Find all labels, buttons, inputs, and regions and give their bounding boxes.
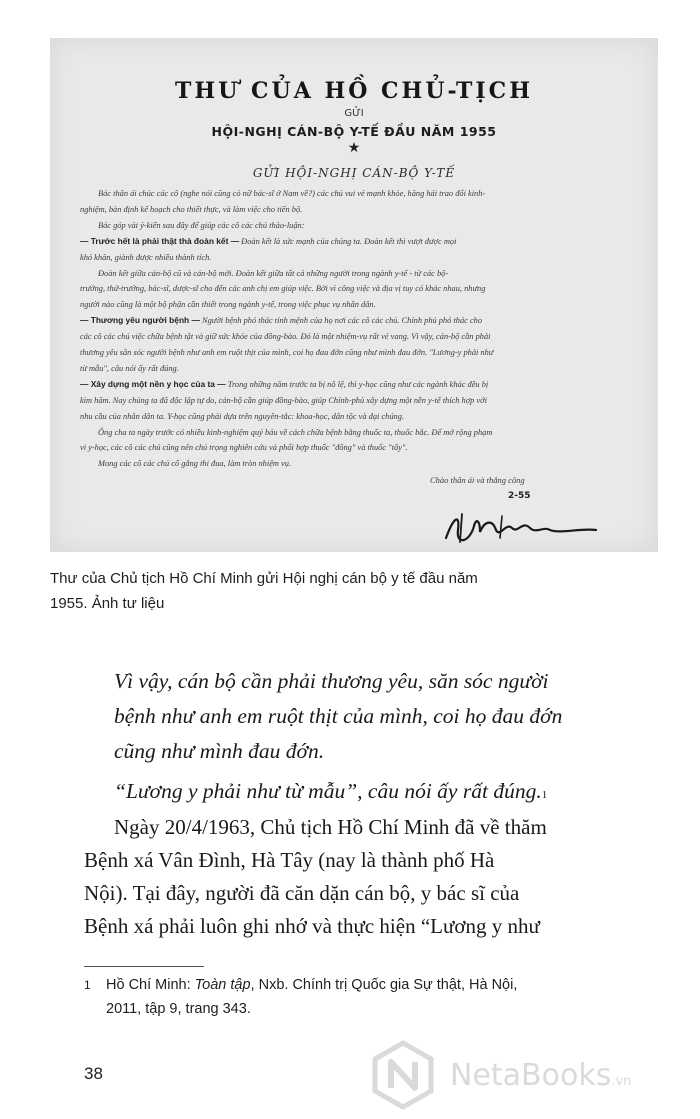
paragraph-line: Bệnh xá Vân Đình, Hà Tây (nay là thành phố Hà: [84, 848, 495, 872]
letter-line-heading: — Trước hết là phải thật thà đoàn kết —: [80, 235, 240, 246]
paragraph-line: Bệnh xá phải luôn ghi nhớ và thực hiện “Lương y như: [84, 914, 540, 938]
letter-line-heading: — Thương yêu người bệnh —: [80, 315, 200, 326]
watermark-text: [450, 1058, 631, 1093]
letter-subtitle: HỘI-NGHỊ CÁN-BỘ Y-TẾ ĐẦU NĂM 1955: [211, 124, 497, 139]
letter-body: [50, 38, 658, 552]
netabooks-watermark: [368, 1040, 688, 1110]
paragraph-line: Nội). Tại đây, người đã căn dặn cán bộ, y bác sĩ của: [84, 881, 520, 905]
letter-line-text: trưởng, thứ-trưởng, bác-sĩ, dược-sĩ cho đến các anh chị em giúp việc. Bởi vì công việc và địa vị tuy có khác nhau, nhưng: [80, 284, 486, 294]
letter-line-text: Ông cha ta ngày trước có nhiều kinh-nghiệm quý báu về cách chữa bệnh bằng thuốc ta, thuốc bắc. Để mở rộng phạm: [98, 427, 493, 437]
letter-line-text: Bác thân ái chúc các cô (nghe nói cũng có nữ bác-sĩ ở Nam về?) các chú vui vẻ mạnh khỏe, hăng hái trao đổi kinh-: [98, 189, 486, 198]
footnote-divider: [84, 966, 204, 967]
letter-line: [98, 220, 636, 231]
letter-line: [80, 299, 636, 310]
photo-caption: [50, 566, 670, 616]
paragraph-line: Ngày 20/4/1963, Chủ tịch Hồ Chí Minh đã về thăm: [114, 815, 547, 839]
italic-line: Vì vậy, cán bộ cần phải thương yêu, săn sóc người: [114, 669, 549, 693]
star-icon: ★: [347, 141, 361, 156]
footnote-work-title: Toàn tập: [194, 977, 251, 993]
letter-line-text: Người bệnh phó thác tính mệnh của họ nơi các cô các chú. Chính phủ phó thác cho: [199, 316, 483, 326]
netabooks-logo-icon: [368, 1040, 438, 1110]
letter-line-heading: — Xây dựng một nền y học của ta —: [80, 378, 226, 389]
watermark-suffix: .vn: [611, 1074, 632, 1089]
signature-icon: [440, 508, 600, 548]
letter-photo: [50, 38, 658, 552]
letter-line-text: Bác góp vài ý-kiến sau đây để giúp các cô các chú thảo-luận:: [98, 220, 305, 230]
letter-line: [80, 363, 636, 374]
letter-line-text: Đoàn kết là sức mạnh của chúng ta. Đoàn kết thì vượt được mọi: [239, 236, 457, 246]
italic-quote-block: [114, 664, 634, 769]
letter-line: [80, 283, 636, 294]
letter-line: [80, 347, 636, 358]
letter-line: [80, 315, 636, 326]
letter-line-text: Đoàn kết giữa cán-bộ cũ và cán-bộ mới. Đoàn kết giữa tất cả những người trong ngành y-tế - từ các bộ-: [98, 268, 449, 278]
footnote-reference[interactable]: 1: [541, 789, 548, 801]
footnote-publisher: , Nxb. Chính trị Quốc gia Sự thật, Hà Nội,: [250, 977, 518, 993]
letter-date: 2-55: [508, 491, 531, 501]
footnote: [84, 973, 644, 1021]
watermark-brand: NetaBooks: [450, 1058, 612, 1093]
letter-line: [80, 236, 636, 247]
letter-line-text: kìm hãm. Nay chúng ta đã độc lập tự do, cán-bộ cần giúp đồng-bào, giúp Chính-phủ xây dựng một nền y-tế thích hợp với: [80, 395, 487, 405]
letter-document: [50, 38, 658, 552]
letter-line: [80, 331, 636, 342]
letter-line-text: thương yêu săn sóc người bệnh như anh em ruột thịt của mình, coi họ đau đớn cũng như mình đau đớn. "Lương-y phải như: [80, 348, 494, 357]
quote-text: “Lương y phải như từ mẫu”, câu nói ấy rất đúng.: [114, 779, 542, 803]
letter-line: [80, 411, 636, 422]
letter-title: THƯ CỦA HỒ CHỦ-TỊCH: [175, 78, 533, 104]
letter-line-text: khó khăn, giành được nhiều thành tích.: [80, 252, 212, 262]
letter-line: [80, 379, 636, 390]
letter-line-text: nghiệm, bàn định kế hoạch cho thiết thực, và làm việc cho tiến bộ.: [80, 204, 303, 214]
letter-line-text: người nào cũng là một bộ phận cần thiết trong ngành y-tế, trong việc phục vụ nhân dân.: [80, 300, 376, 310]
letter-line: [98, 458, 636, 469]
letter-line: [98, 268, 636, 279]
letter-line-text: vi y-học, các cô các chú cũng nên chú trọng nghiên cứu và phối hợp thuốc "đông" và thuốc "tây".: [80, 443, 408, 453]
page-number: 38: [84, 1064, 103, 1083]
letter-line: [80, 395, 636, 406]
italic-line: bệnh như anh em ruột thịt của mình, coi họ đau đớn: [114, 704, 563, 728]
letter-line-text: Mong các cô các chú cố gắng thi đua, làm tròn nhiệm vụ.: [98, 459, 292, 469]
caption-line-2: 1955. Ảnh tư liệu: [50, 595, 165, 612]
letter-line: [80, 442, 636, 453]
letter-closing: Chào thân ái và thắng công: [430, 475, 525, 485]
letter-line-text: từ mẫu", câu nói ấy rất đúng.: [80, 363, 179, 373]
luong-y-quote: [114, 774, 674, 809]
footnote-line-2: 2011, tập 9, trang 343.: [106, 1001, 251, 1017]
letter-line: [80, 204, 636, 215]
letter-line-text: nhu cầu của nhân dân ta. Y-học cũng phải dựa trên nguyên-tắc: khoa-học, dân tộc và đại chúng.: [80, 411, 404, 421]
footnote-author: Hồ Chí Minh:: [106, 977, 195, 993]
letter-heading: GỬI HỘI-NGHỊ CÁN-BỘ Y-TẾ: [252, 166, 456, 180]
italic-line: cũng như mình đau đớn.: [114, 739, 325, 763]
letter-line: [80, 252, 636, 263]
caption-line-1: Thư của Chủ tịch Hồ Chí Minh gửi Hội nghị cán bộ y tế đầu năm: [50, 570, 478, 587]
letter-line: [98, 188, 636, 199]
letter-line-text: Trong những năm trước ta bị nô lệ, thì y-học cũng như các ngành khác đều bị: [225, 379, 489, 389]
letter-line-text: các cô các chú việc chữa bệnh tật và giữ sức khỏe của đồng-bào. Đó là một nhiệm-vụ rất vẻ vang. Vì vậy, cán-bộ cần phải: [80, 332, 491, 342]
letter-line: [98, 427, 636, 438]
body-paragraph: [84, 811, 644, 943]
letter-gui-label: GỬI: [344, 108, 364, 119]
footnote-number: 1: [84, 978, 91, 992]
